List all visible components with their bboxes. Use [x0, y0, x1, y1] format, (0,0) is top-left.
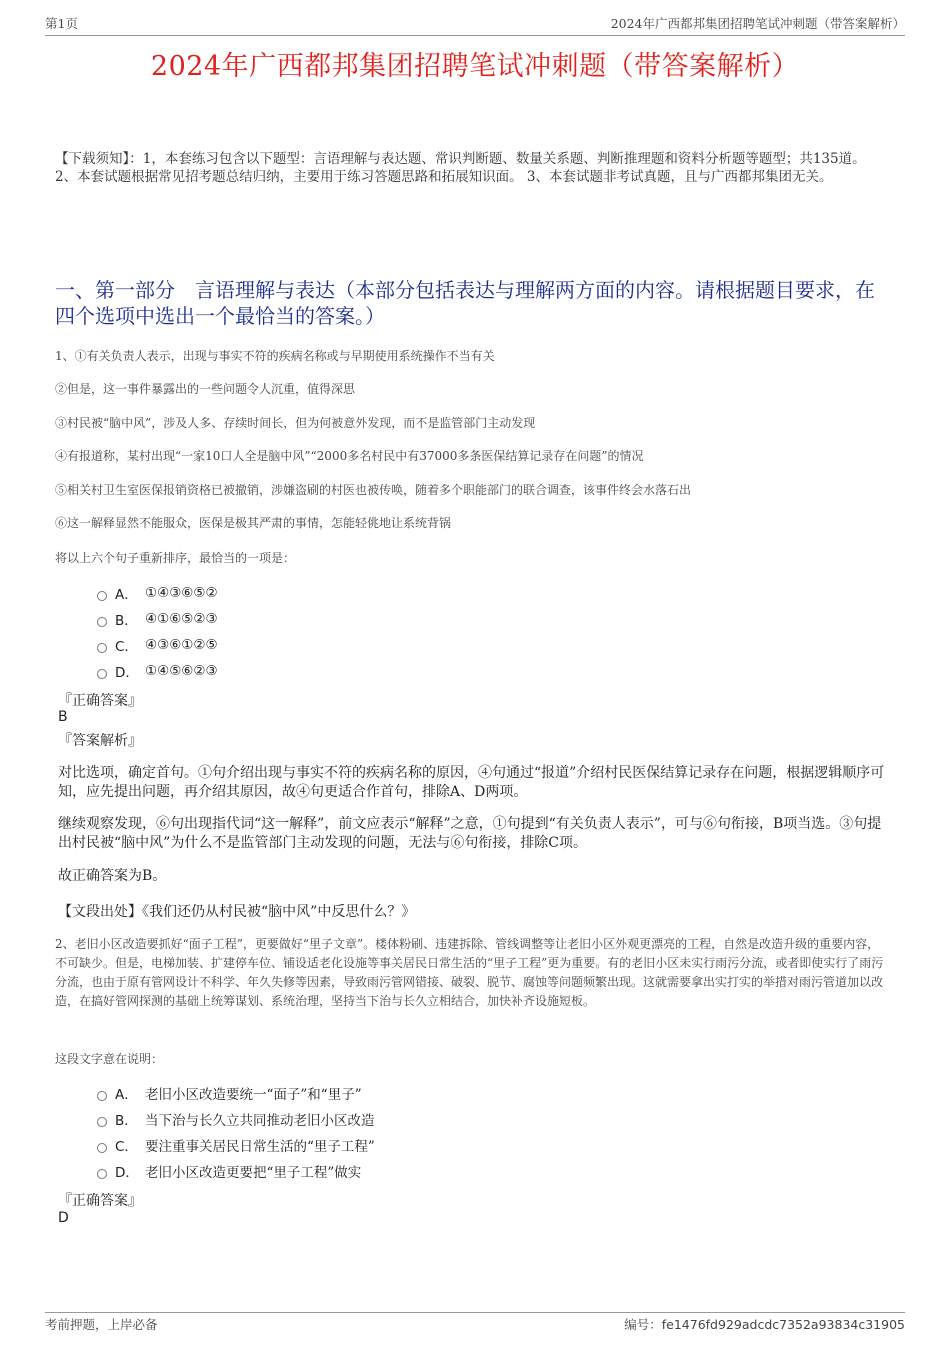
radio-button[interactable]	[97, 1169, 107, 1179]
q1-sentence-3: ③村民被“脑中风”，涉及人多、存续时间长，但为何被意外发现，而不是监管部门主动发现	[55, 416, 536, 430]
q1-answer-label: 『正确答案』	[58, 693, 142, 709]
q2-option-b[interactable]: B． 当下治与长久立共同推动老旧小区改造	[97, 1106, 375, 1132]
radio-button[interactable]	[97, 1143, 107, 1153]
q1-analysis-2: 继续观察发现，⑥句出现指代词“这一解释”，前文应表示“解释”之意，①句提到“有关负责人表示”，可与⑥句衔接，B项当选。③句提出村民被“脑中风”为什么不是监管部门主动发现的问题，无法与⑥句衔接，排除C项。	[58, 816, 882, 851]
q2-options	[97, 1080, 375, 1184]
download-notice: 【下载须知】：1，本套练习包含以下题型：言语理解与表达题、常识判断题、数量关系题、判断推理题和资料分析题等题型；共135道。 2、本套试题根据常见招考题总结归纳，主要用于练习答题思路和拓展知识面。 3、本套试题非考试真题，且与广西都邦集团无关。	[55, 151, 866, 185]
radio-button[interactable]	[97, 669, 107, 679]
q1-option-a[interactable]: A． ①④③⑥⑤②	[97, 580, 218, 606]
q2-answer-label: 『正确答案』	[58, 1193, 142, 1209]
q1-option-d[interactable]: D． ①④⑤⑥②③	[97, 658, 218, 684]
page-footer	[45, 1312, 905, 1333]
page-number: 第1页	[45, 16, 78, 31]
footer-document-id: 编号：fe1476fd929adcdc7352a93834c31905	[624, 1317, 905, 1332]
q1-prompt: 将以上六个句子重新排序，最恰当的一项是：	[55, 551, 296, 565]
footer-slogan: 考前押题，上岸必备	[45, 1317, 158, 1332]
q1-answer: B	[58, 709, 68, 725]
q2-prompt: 这段文字意在说明：	[55, 1052, 164, 1066]
radio-button[interactable]	[97, 643, 107, 653]
document-title: 2024年广西都邦集团招聘笔试冲刺题（带答案解析）	[150, 51, 800, 82]
q1-analysis-3: 故正确答案为B。	[58, 868, 167, 884]
radio-button[interactable]	[97, 617, 107, 627]
q1-sentence-6: ⑥这一解释显然不能服众，医保是极其严肃的事情，怎能轻佻地让系统背锅	[55, 516, 452, 530]
radio-button[interactable]	[97, 591, 107, 601]
section-title: 一、第一部分 言语理解与表达（本部分包括表达与理解两方面的内容。请根据题目要求，在四个选项中选出一个最恰当的答案。）	[55, 278, 875, 328]
q1-analysis-1: 对比选项，确定首句。①句介绍出现与事实不符的疾病名称的原因，④句通过“报道”介绍村民医保结算记录存在问题，根据逻辑顺序可知，应先提出问题，再介绍其原因，故④句更适合作首句，排除A、D两项。	[58, 765, 885, 800]
q1-sentence-1: 1、①有关负责人表示，出现与事实不符的疾病名称或与早期使用系统操作不当有关	[55, 349, 495, 363]
page-header	[45, 14, 905, 36]
q2-option-d[interactable]: D． 老旧小区改造更要把“里子工程”做实	[97, 1158, 375, 1184]
radio-button[interactable]	[97, 1117, 107, 1127]
q2-answer: D	[58, 1210, 69, 1226]
q1-options	[97, 580, 218, 684]
q1-sentence-5: ⑤相关村卫生室医保报销资格已被撤销，涉嫌盗刷的村医也被传唤，随着多个职能部门的联合调查，该事件终会水落石出	[55, 483, 692, 497]
q1-option-b[interactable]: B． ④①⑥⑤②③	[97, 606, 218, 632]
q1-option-c[interactable]: C． ④③⑥①②⑤	[97, 632, 218, 658]
q2-stem: 2、老旧小区改造要抓好“面子工程”，更要做好“里子文章”。楼体粉刷、违建拆除、管线调整等让老旧小区外观更漂亮的工程，自然是改造升级的重要内容，不可缺少。但是，电梯加装、扩建停车位、铺设适老化设施等事关居民日常生活的“里子工程”更为重要。有的老旧小区未实行雨污分流，或者即使实行了雨污分流，也由于原有管网设计不科学、年久失修等因素，导致雨污管网错接、破裂、脱节、腐蚀等问题频繁出现。这就需要拿出实打实的举措对雨污管道加以改造，在搞好管网探测的基础上统筹谋划、系统治理，坚持当下治与长久立相结合，加快补齐设施短板。	[55, 937, 884, 1008]
q2-option-c[interactable]: C． 要注重事关居民日常生活的“里子工程”	[97, 1132, 375, 1158]
q1-sentence-2: ②但是，这一事件暴露出的一些问题令人沉重，值得深思	[55, 382, 356, 396]
q1-source: 【文段出处】《我们还仍从村民被“脑中风”中反思什么？》	[58, 904, 416, 920]
radio-button[interactable]	[97, 1091, 107, 1101]
q2-option-a[interactable]: A． 老旧小区改造要统一“面子”和“里子”	[97, 1080, 375, 1106]
q1-analysis-label: 『答案解析』	[58, 733, 142, 749]
header-doc-title: 2024年广西都邦集团招聘笔试冲刺题（带答案解析）	[610, 16, 905, 31]
q1-sentence-4: ④有报道称，某村出现“一家10口人全是脑中风”“2000多名村民中有37000多条医保结算记录存在问题”的情况	[55, 449, 644, 463]
